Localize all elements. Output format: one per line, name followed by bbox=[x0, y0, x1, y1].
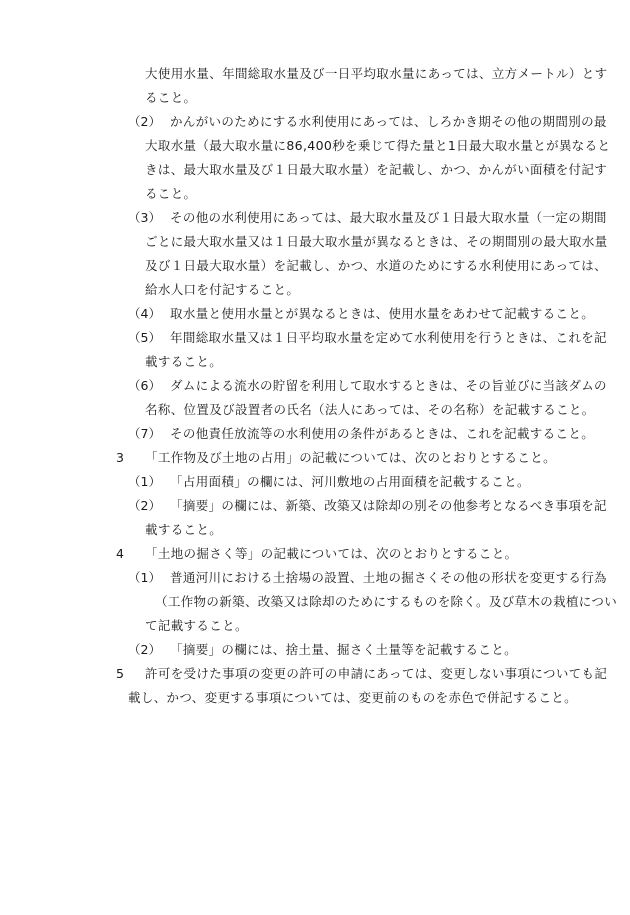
text-line: 「摘要」の欄には、新築、改築又は除却の別その他参考となるべき事項を記 bbox=[170, 498, 607, 513]
item-number: （5） bbox=[128, 330, 161, 345]
text-line: 取水量と使用水量とが異なるときは、使用水量をあわせて記載すること。 bbox=[170, 306, 595, 321]
text-line: ごとに最大取水量又は１日最大取水量が異なるときは、その期間別の最大取水量 bbox=[145, 234, 608, 249]
text-line: 給水人口を付記すること。 bbox=[145, 282, 300, 297]
text-line: 年間総取水量又は１日平均取水量を定めて水利使用を行うときは、これを記 bbox=[170, 330, 607, 345]
section-number: 3 bbox=[116, 450, 124, 465]
item-number: （2） bbox=[128, 114, 161, 129]
text-line: 及び１日最大取水量）を記載し、かつ、水道のためにする水利使用にあっては、 bbox=[145, 258, 607, 273]
text-line: 許可を受けた事項の変更の許可の申請にあっては、変更しない事項についても記 bbox=[145, 666, 608, 681]
text-line: ダムによる流水の貯留を利用して取水するときは、その旨並びに当該ダムの bbox=[170, 378, 607, 393]
text-line: 大取水量（最大取水量に86,400秒を乗じて得た量と1日最大取水量とが異なると bbox=[145, 138, 611, 153]
text-line: その他責任放流等の水利使用の条件があるときは、これを記載すること。 bbox=[170, 426, 595, 441]
text-line: （工作物の新築、改築又は除却のためにするものを除く。及び草木の栽植につい bbox=[155, 594, 618, 609]
text-line: 載すること。 bbox=[145, 522, 223, 537]
text-line: かんがいのためにする水利使用にあっては、しろかき期その他の期間別の最 bbox=[170, 114, 607, 129]
text-line: て記載すること。 bbox=[145, 618, 248, 633]
text-line: 載すること。 bbox=[145, 354, 223, 369]
text-line: ること。 bbox=[145, 186, 197, 201]
item-number: （1） bbox=[128, 474, 161, 489]
item-number: （4） bbox=[128, 306, 161, 321]
text-line: 「占用面積」の欄には、河川敷地の占用面積を記載すること。 bbox=[170, 474, 530, 489]
text-line: 「摘要」の欄には、捨土量、掘さく土量等を記載すること。 bbox=[170, 642, 517, 657]
section-number: 4 bbox=[116, 546, 124, 561]
item-number: （2） bbox=[128, 498, 161, 513]
item-number: （2） bbox=[128, 642, 161, 657]
section-number: 5 bbox=[116, 666, 124, 681]
item-number: （1） bbox=[128, 570, 161, 585]
item-number: （3） bbox=[128, 210, 161, 225]
item-number: （7） bbox=[128, 426, 161, 441]
item-number: （6） bbox=[128, 378, 161, 393]
section-heading: 「土地の掘さく等」の記載については、次のとおりとすること。 bbox=[145, 546, 518, 561]
text-line: 普通河川における土捨場の設置、土地の掘さくその他の形状を変更する行為 bbox=[170, 570, 607, 585]
section-heading: 「工作物及び土地の占用」の記載については、次のとおりとすること。 bbox=[145, 450, 556, 465]
text-line: その他の水利使用にあっては、最大取水量及び１日最大取水量（一定の期間 bbox=[170, 210, 607, 225]
text-line: ること。 bbox=[145, 90, 197, 105]
text-line: きは、最大取水量及び１日最大取水量）を記載し、かつ、かんがい面積を付記す bbox=[145, 162, 608, 177]
text-line: 名称、位置及び設置者の氏名（法人にあっては、その名称）を記載すること。 bbox=[145, 402, 595, 417]
text-line: 載し、かつ、変更する事項については、変更前のものを赤色で併記すること。 bbox=[128, 690, 578, 705]
text-line: 大使用水量、年間総取水量及び一日平均取水量にあっては、立方メートル）とす bbox=[145, 66, 608, 81]
